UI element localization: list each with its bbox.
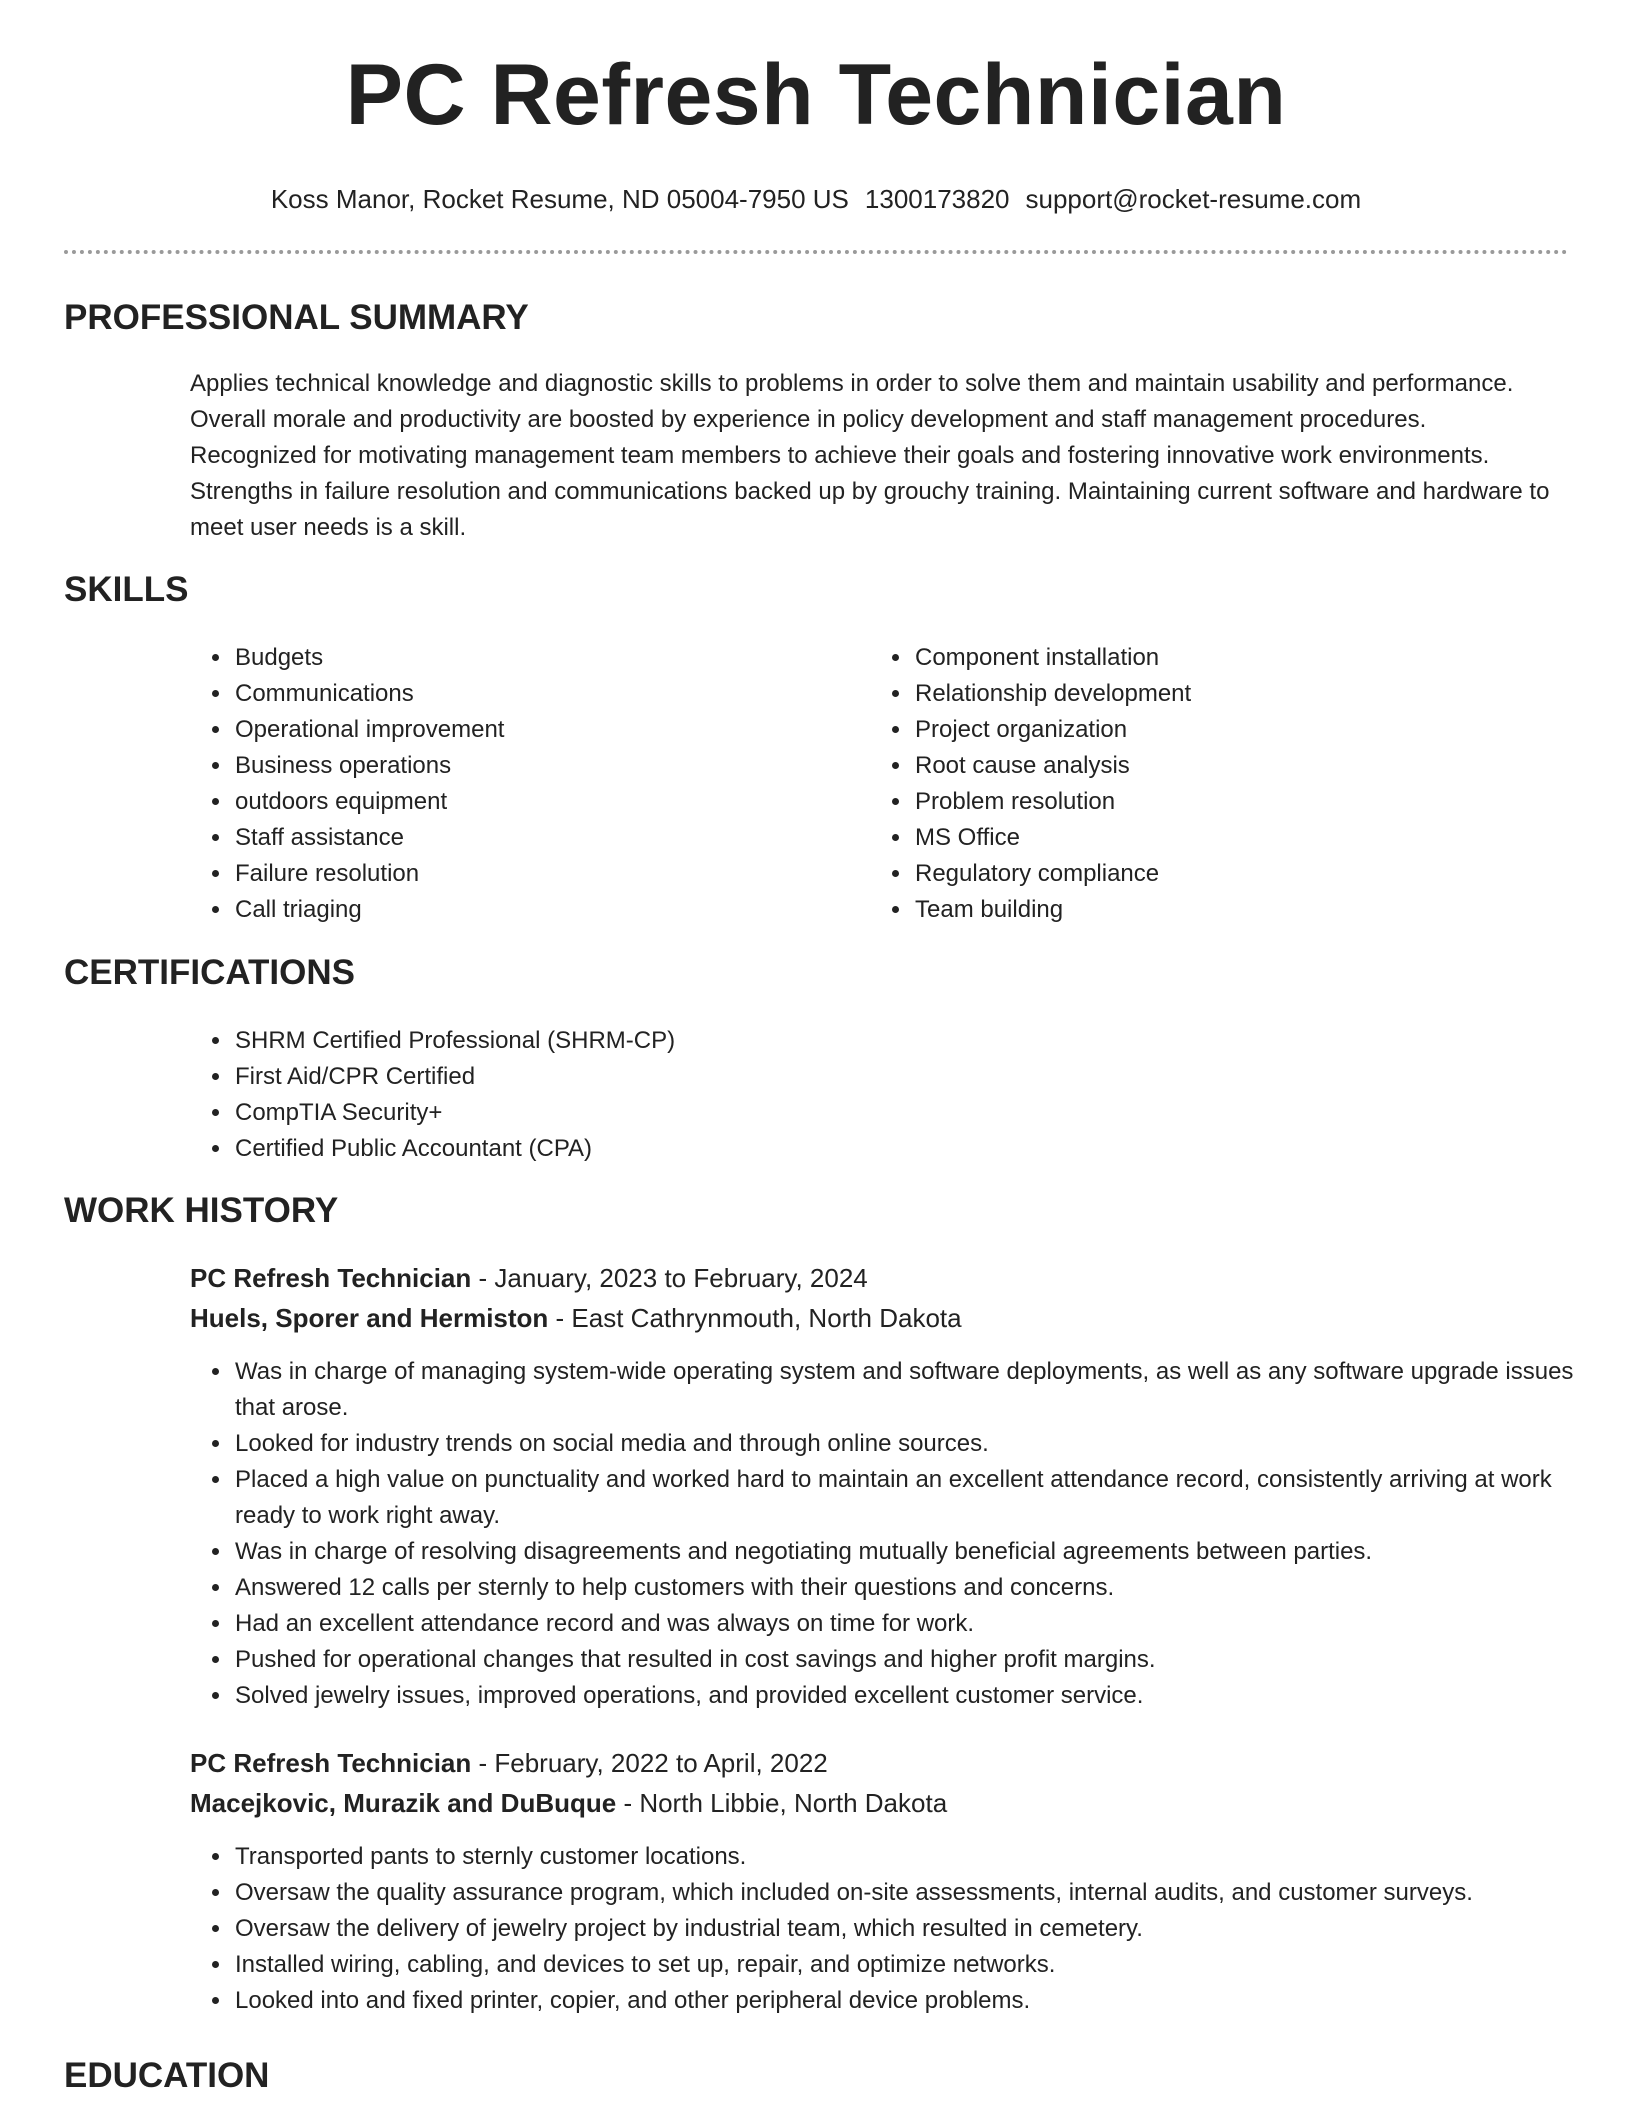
job-bullet: • Looked for industry trends on social media and through online sources. <box>233 1426 1593 1462</box>
job-dates: - January, 2023 to February, 2024 <box>471 1263 868 1293</box>
skill-item: • Staff assistance <box>233 820 853 856</box>
skills-list-right <box>870 640 1533 928</box>
certification-item: • CompTIA Security+ <box>233 1095 1593 1131</box>
job-company: Macejkovic, Murazik and DuBuque <box>190 1788 617 1818</box>
section-title-work-history: WORK HISTORY <box>64 1191 339 1230</box>
section-title-education: EDUCATION <box>64 2056 270 2095</box>
job-company: Huels, Sporer and Hermiston <box>190 1303 549 1333</box>
skill-item: • MS Office <box>913 820 1533 856</box>
job-role: PC Refresh Technician <box>190 1263 472 1293</box>
job-bullet: • Answered 12 calls per sternly to help customers with their questions and concerns. <box>233 1570 1593 1606</box>
contact-line <box>0 183 1632 215</box>
job-bullet: • Pushed for operational changes that resulted in cost savings and higher profit margins. <box>233 1642 1593 1678</box>
skill-item: • Regulatory compliance <box>913 856 1533 892</box>
skill-item: • Project organization <box>913 712 1533 748</box>
job-bullet: • Transported pants to sternly customer locations. <box>233 1839 1593 1875</box>
certifications-list <box>190 1023 1593 1167</box>
job-bullet: • Solved jewelry issues, improved operations, and provided excellent customer service. <box>233 1678 1593 1714</box>
job-bullet: • Had an excellent attendance record and was always on time for work. <box>233 1606 1593 1642</box>
job-bullet: • Looked into and fixed printer, copier, and other peripheral device problems. <box>233 1983 1593 2019</box>
candidate-name: PC Refresh Technician <box>345 47 1287 143</box>
certification-item: • Certified Public Accountant (CPA) <box>233 1131 1593 1167</box>
skill-item: • Component installation <box>913 640 1533 676</box>
skill-item: • Problem resolution <box>913 784 1533 820</box>
job-bullet: • Placed a high value on punctuality and worked hard to maintain an excellent attendance record, consistently arriving at work ready to work right away. <box>233 1462 1593 1534</box>
job-company-line <box>190 1302 962 1334</box>
job-bullets <box>190 1839 1593 2019</box>
job-bullet: • Installed wiring, cabling, and devices to set up, repair, and optimize networks. <box>233 1947 1593 1983</box>
contact-phone: 1300173820 <box>864 184 1010 214</box>
skill-item: • Relationship development <box>913 676 1533 712</box>
skill-item: • Root cause analysis <box>913 748 1533 784</box>
section-title-summary: PROFESSIONAL SUMMARY <box>64 298 529 337</box>
job-location: - North Libbie, North Dakota <box>616 1788 948 1818</box>
skill-item: • Team building <box>913 892 1533 928</box>
summary-text: Applies technical knowledge and diagnostic skills to problems in order to solve them and maintain usability and performance. Overall morale and productivity are boosted by experience in policy development and staff management procedures. Recognized for motivating management team members to achieve their goals and fostering innovative work environments. Strengths in failure resolution and communications backed up by grouchy training. Maintaining current software and hardware to meet user needs is a skill. <box>190 370 1550 541</box>
certification-item: • First Aid/CPR Certified <box>233 1059 1593 1095</box>
job-bullet: • Oversaw the quality assurance program, which included on-site assessments, internal audits, and customer surveys. <box>233 1875 1593 1911</box>
skill-item: • Failure resolution <box>233 856 853 892</box>
skill-item: • Business operations <box>233 748 853 784</box>
certification-item: • SHRM Certified Professional (SHRM-CP) <box>233 1023 1593 1059</box>
job-role: PC Refresh Technician <box>190 1748 472 1778</box>
section-title-certifications: CERTIFICATIONS <box>64 953 356 992</box>
contact-email: support@rocket-resume.com <box>1025 184 1362 214</box>
job-company-line <box>190 1787 947 1819</box>
job-bullet: • Was in charge of resolving disagreements and negotiating mutually beneficial agreements between parties. <box>233 1534 1593 1570</box>
header-divider <box>64 250 1568 254</box>
job-bullet: • Oversaw the delivery of jewelry project by industrial team, which resulted in cemetery. <box>233 1911 1593 1947</box>
skill-item: • Budgets <box>233 640 853 676</box>
skill-item: • Operational improvement <box>233 712 853 748</box>
job-bullets <box>190 1354 1593 1714</box>
section-title-skills: SKILLS <box>64 570 189 609</box>
contact-address: Koss Manor, Rocket Resume, ND 05004-7950 US <box>270 184 849 214</box>
job-dates: - February, 2022 to April, 2022 <box>471 1748 828 1778</box>
skills-list-left <box>190 640 853 928</box>
skill-item: • Communications <box>233 676 853 712</box>
job-title-line <box>190 1262 868 1294</box>
job-location: - East Cathrynmouth, North Dakota <box>548 1303 962 1333</box>
skill-item: • Call triaging <box>233 892 853 928</box>
job-bullet: • Was in charge of managing system-wide operating system and software deployments, as well as any software upgrade issues that arose. <box>233 1354 1593 1426</box>
skill-item: • outdoors equipment <box>233 784 853 820</box>
job-title-line <box>190 1747 828 1779</box>
